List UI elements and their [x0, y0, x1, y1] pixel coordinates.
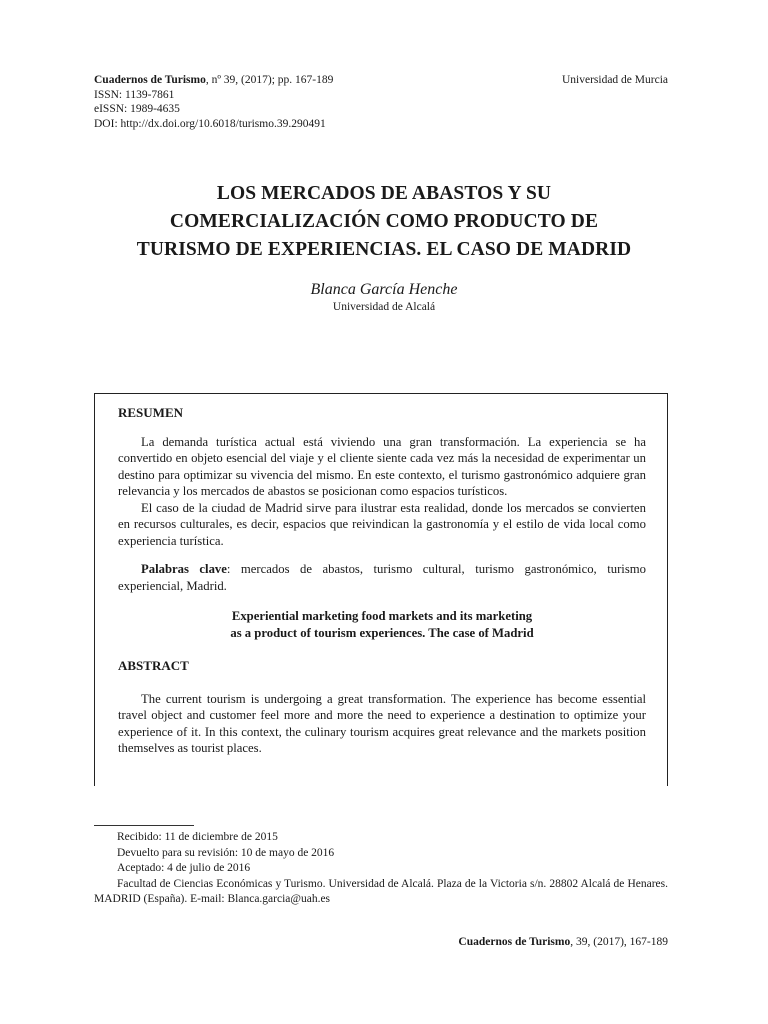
footnote-divider: [94, 825, 194, 826]
abstract-paragraph-1: The current tourism is undergoing a great transformation. The experience has become essential travel object and customer feel more and more the need to experience a destination to optimize your experience of it. In this context, the culinary tourism acquires great relevance and the markets position themselves as tourist places.: [118, 691, 646, 755]
footer-journal-name: Cuadernos de Turismo: [458, 936, 571, 948]
author-affiliation: Universidad de Alcalá: [332, 301, 436, 313]
journal-header: [94, 73, 514, 131]
title-line-2: COMERCIALIZACIÓN COMO PRODUCTO DE: [169, 211, 599, 232]
english-title-line-2: as a product of tourism experiences. The case of Madrid: [230, 626, 534, 640]
author-name: Blanca García Henche: [310, 281, 458, 298]
keywords-list: : mercados de abastos, turismo cultural, turismo gastronómico, turismo experiencial, Madrid.: [118, 562, 646, 593]
english-title-line-1: Experiential marketing food markets and its marketing: [231, 609, 533, 623]
page-footer: [458, 936, 668, 948]
doi-link[interactable]: DOI: http://dx.doi.org/10.6018/turismo.39.290491: [94, 117, 326, 130]
resumen-paragraph-2: El caso de la ciudad de Madrid sirve para ilustrar esta realidad, donde los mercados se convierten en recursos culturales, es decir, espacios que reivindican la gastronomía y el estilo de vida local como experiencia turística.: [118, 500, 646, 548]
revised-date: Devuelto para su revisión: 10 de mayo de 2016: [117, 846, 335, 859]
publisher-university: Universidad de Murcia: [561, 74, 668, 86]
citation-details: , nº 39, (2017); pp. 167-189: [205, 74, 334, 86]
paper-title: [60, 180, 708, 264]
footnotes: [94, 830, 668, 908]
issn: ISSN: 1139-7861: [94, 88, 175, 101]
eissn: eISSN: 1989-4635: [94, 103, 180, 115]
resumen-paragraph-1: La demanda turística actual está viviendo una gran transformación. La experiencia se ha convertido en objeto esencial del viaje y el cliente siente cada vez más la necesidad de experimentar un destino para optimizar su vivencia del mismo. En este contexto, el turismo gastronómico adquiere gran relevancia y los mercados de abastos se posicionan como espacios turísticos.: [118, 434, 646, 498]
english-title: [118, 608, 646, 642]
keywords-label: Palabras clave: [141, 562, 227, 576]
abstract-box-content: [118, 405, 646, 757]
citation-line: [94, 73, 514, 88]
footer-citation: , 39, (2017), 167-189: [570, 936, 668, 948]
received-date: Recibido: 11 de diciembre de 2015: [117, 831, 278, 843]
keywords: [118, 561, 646, 594]
abstract-heading: ABSTRACT: [118, 658, 189, 673]
title-line-3: TURISMO DE EXPERIENCIAS. EL CASO DE MADRID: [136, 239, 632, 260]
resumen-heading: RESUMEN: [118, 405, 184, 420]
journal-name: Cuadernos de Turismo: [94, 74, 206, 86]
title-line-1: LOS MERCADOS DE ABASTOS Y SU: [216, 183, 552, 204]
author-address: Facultad de Ciencias Económicas y Turismo. Universidad de Alcalá. Plaza de la Victoria s/n. 28802 Alcalá de Henares. MADRID (España). E-mail: Blanca.garcia@uah.es: [94, 877, 668, 905]
accepted-date: Aceptado: 4 de julio de 2016: [117, 862, 251, 874]
abstract-box: [94, 393, 668, 786]
